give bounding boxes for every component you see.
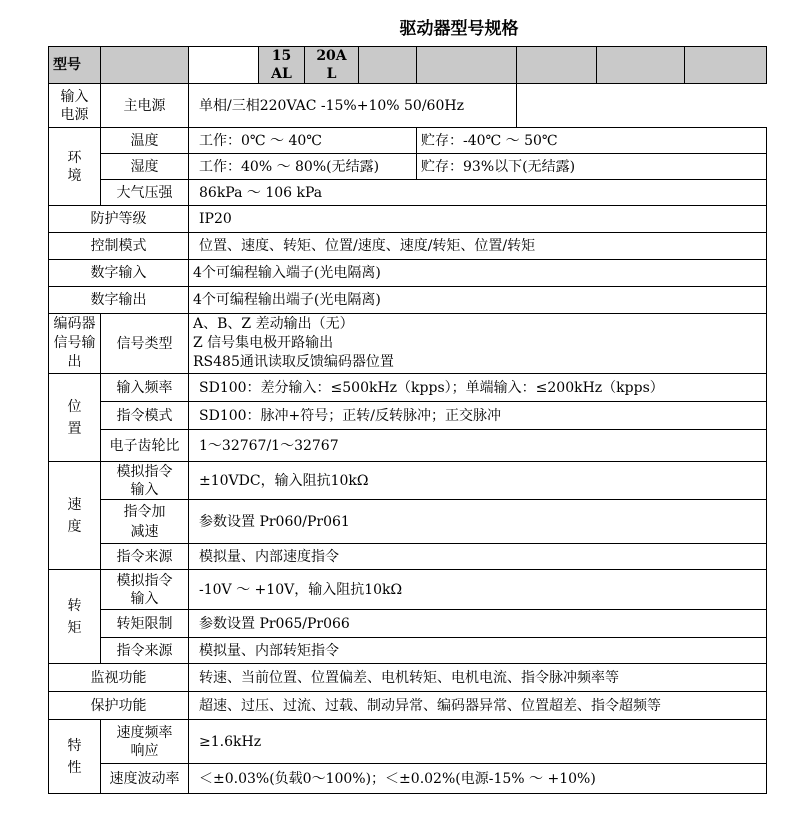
monitor-label: 监视功能 xyxy=(49,664,189,692)
fluctuation-value: ＜±0.03%(负载0～100%)；＜±0.02%(电源-15% ～ +10%) xyxy=(189,764,767,794)
signal-line: A、B、Z 差动输出（无） xyxy=(193,316,354,332)
freq-response-label: 速度频率 响应 xyxy=(101,720,189,764)
protect-label: 保护功能 xyxy=(49,692,189,720)
table-row xyxy=(49,233,767,260)
signal-type-value xyxy=(189,314,767,374)
torque-group: 转 矩 xyxy=(49,570,101,664)
table-row xyxy=(49,544,767,570)
cmd-mode-label: 指令模式 xyxy=(101,402,189,430)
speed-group: 速 度 xyxy=(49,462,101,570)
table-row xyxy=(49,314,767,374)
environment-group: 环 境 xyxy=(49,128,101,206)
characteristics-group: 特 性 xyxy=(49,720,101,794)
torque-source-value: 模拟量、内部转矩指令 xyxy=(189,638,767,664)
torque-limit-label: 转矩限制 xyxy=(101,610,189,638)
header-blank-4 xyxy=(417,47,517,84)
input-freq-label: 输入频率 xyxy=(101,374,189,402)
torque-source-label: 指令来源 xyxy=(101,638,189,664)
table-row xyxy=(49,154,767,180)
table-row xyxy=(49,462,767,500)
input-power-group: 输入 电源 xyxy=(49,84,101,128)
temperature-label: 温度 xyxy=(101,128,189,154)
header-row xyxy=(49,47,767,84)
model-label: 型号 xyxy=(49,47,101,84)
protect-value: 超速、过压、过流、过载、制动异常、编码器异常、位置超差、指令超频等 xyxy=(189,692,767,720)
header-blank-3 xyxy=(359,47,417,84)
digital-output-label: 数字输出 xyxy=(49,287,189,314)
table-row xyxy=(49,260,767,287)
header-blank-1 xyxy=(101,47,189,84)
model-15al: 15 AL xyxy=(259,47,305,84)
input-freq-value: SD100：差分输入：≤500kHz（kpps）；单端输入：≤200kHz（kpps） xyxy=(189,374,767,402)
control-mode-value: 位置、速度、转矩、位置/速度、速度/转矩、位置/转矩 xyxy=(189,233,767,260)
digital-input-label: 数字输入 xyxy=(49,260,189,287)
encoder-group: 编码器 信号输 出 xyxy=(49,314,101,374)
main-power-label: 主电源 xyxy=(101,84,189,128)
gear-value: 1～32767/1～32767 xyxy=(189,430,767,462)
speed-accel-value: 参数设置 Pr060/Pr061 xyxy=(189,500,767,544)
table-row xyxy=(49,287,767,314)
protection-level-value: IP20 xyxy=(189,206,767,233)
main-power-value: 单相/三相220VAC -15%+10% 50/60Hz xyxy=(189,84,517,128)
table-row xyxy=(49,374,767,402)
table-row xyxy=(49,638,767,664)
freq-response-value: ≥1.6kHz xyxy=(189,720,767,764)
table-row xyxy=(49,692,767,720)
digital-input-value: 4个可编程输入端子(光电隔离) xyxy=(189,260,767,287)
table-row xyxy=(49,764,767,794)
table-row xyxy=(49,664,767,692)
speed-analog-label: 模拟指令 输入 xyxy=(101,462,189,500)
spec-table xyxy=(48,46,767,794)
torque-analog-value: -10V ～ +10V，输入阻抗10kΩ xyxy=(189,570,767,610)
speed-accel-label: 指令加 减速 xyxy=(101,500,189,544)
pressure-value: 86kPa ～ 106 kPa xyxy=(189,180,767,206)
protection-level-label: 防护等级 xyxy=(49,206,189,233)
digital-output-value: 4个可编程输出端子(光电隔离) xyxy=(189,287,767,314)
table-row xyxy=(49,720,767,764)
table-row xyxy=(49,84,767,128)
torque-analog-label: 模拟指令 输入 xyxy=(101,570,189,610)
humidity-work: 工作：40% ～ 80%(无结露) xyxy=(189,154,417,180)
pressure-label: 大气压强 xyxy=(101,180,189,206)
torque-limit-value: 参数设置 Pr065/Pr066 xyxy=(189,610,767,638)
humidity-storage: 贮存：93%以下(无结露) xyxy=(417,154,767,180)
humidity-label: 湿度 xyxy=(101,154,189,180)
control-mode-label: 控制模式 xyxy=(49,233,189,260)
fluctuation-label: 速度波动率 xyxy=(101,764,189,794)
monitor-value: 转速、当前位置、位置偏差、电机转矩、电机电流、指令脉冲频率等 xyxy=(189,664,767,692)
page-title: 驱动器型号规格 xyxy=(399,19,519,39)
table-row xyxy=(49,180,767,206)
table-row xyxy=(49,430,767,462)
speed-source-value: 模拟量、内部速度指令 xyxy=(189,544,767,570)
cmd-mode-value: SD100：脉冲+符号；正转/反转脉冲；正交脉冲 xyxy=(189,402,767,430)
table-row xyxy=(49,402,767,430)
temperature-storage: 贮存：-40℃ ～ 50℃ xyxy=(417,128,767,154)
speed-source-label: 指令来源 xyxy=(101,544,189,570)
table-row xyxy=(49,128,767,154)
header-blank-2 xyxy=(189,47,259,84)
signal-line: RS485通讯读取反馈编码器位置 xyxy=(193,354,394,370)
model-20al: 20A L xyxy=(305,47,359,84)
signal-line: Z 信号集电极开路输出 xyxy=(193,335,334,351)
header-blank-5 xyxy=(517,47,597,84)
table-row xyxy=(49,610,767,638)
temperature-work: 工作：0℃ ～ 40℃ xyxy=(189,128,417,154)
signal-type-label: 信号类型 xyxy=(101,314,189,374)
table-row xyxy=(49,500,767,544)
header-blank-7 xyxy=(685,47,767,84)
table-row xyxy=(49,206,767,233)
speed-analog-value: ±10VDC，输入阻抗10kΩ xyxy=(189,462,767,500)
table-row xyxy=(49,570,767,610)
header-blank-6 xyxy=(597,47,685,84)
position-group: 位 置 xyxy=(49,374,101,462)
gear-label: 电子齿轮比 xyxy=(101,430,189,462)
